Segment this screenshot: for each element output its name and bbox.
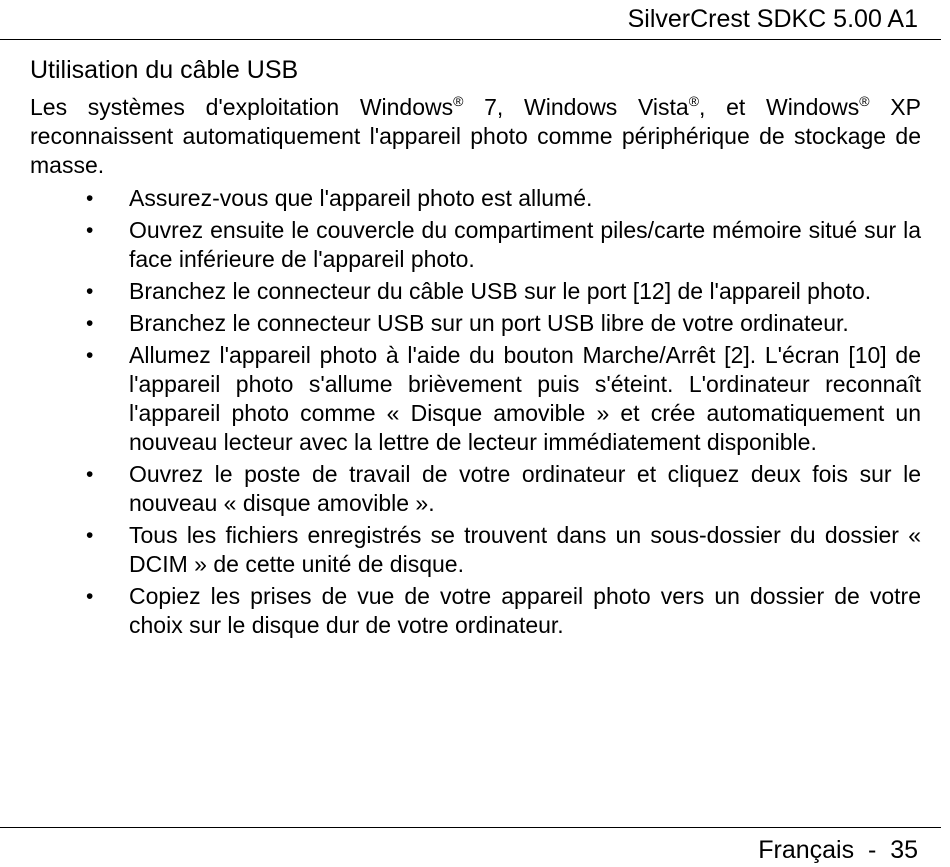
intro-text-4: XP reconnaissent automatiquement l'appareil photo comme périphérique de stockage de masse. xyxy=(30,94,921,178)
list-item xyxy=(30,216,921,274)
header-title: SilverCrest SDKC 5.00 A1 xyxy=(627,5,918,33)
list-item-text: Assurez-vous que l'appareil photo est allumé. xyxy=(129,185,593,211)
page-number: Français - 35 xyxy=(758,836,918,864)
bullet-icon: • xyxy=(86,187,94,210)
bullet-icon: • xyxy=(86,312,94,335)
header-divider xyxy=(0,39,941,40)
list-item-text: Allumez l'appareil photo à l'aide du bouton Marche/Arrêt [2]. L'écran [10] de l'appareil photo s'allume brièvement puis s'éteint. L'ordinateur reconnaît l'appareil photo comme « Disque amovible » et crée automatiquement un nouveau lecteur avec la lettre de lecteur immédiatement disponible. xyxy=(129,342,921,455)
intro-paragraph xyxy=(30,93,921,180)
section-title: Utilisation du câble USB xyxy=(30,56,299,84)
list-item xyxy=(30,309,921,338)
bullet-icon: • xyxy=(86,344,94,367)
instruction-list xyxy=(30,184,921,640)
registered-mark: ® xyxy=(453,93,464,109)
registered-mark: ® xyxy=(859,93,870,109)
list-item xyxy=(30,184,921,213)
list-item-text: Branchez le connecteur USB sur un port USB libre de votre ordinateur. xyxy=(129,310,849,336)
intro-text-1: Les systèmes d'exploitation Windows xyxy=(30,94,454,120)
bullet-icon: • xyxy=(86,585,94,608)
list-item xyxy=(30,582,921,640)
list-item xyxy=(30,341,921,457)
list-item-text: Tous les fichiers enregistrés se trouvent dans un sous-dossier du dossier « DCIM » de cette unité de disque. xyxy=(129,522,921,577)
list-item-text: Copiez les prises de vue de votre appareil photo vers un dossier de votre choix sur le disque dur de votre ordinateur. xyxy=(129,583,921,638)
list-item xyxy=(30,521,921,579)
list-item xyxy=(30,277,921,306)
page-content xyxy=(30,93,921,643)
bullet-icon: • xyxy=(86,463,94,486)
bullet-icon: • xyxy=(86,219,94,242)
list-item xyxy=(30,460,921,518)
registered-mark: ® xyxy=(688,93,700,109)
list-item-text: Ouvrez ensuite le couvercle du compartiment piles/carte mémoire situé sur la face inférieure de l'appareil photo. xyxy=(129,217,921,272)
footer-divider xyxy=(0,827,941,828)
list-item-text: Ouvrez le poste de travail de votre ordinateur et cliquez deux fois sur le nouveau « disque amovible ». xyxy=(129,461,921,516)
intro-text-2: 7, Windows Vista xyxy=(463,94,689,120)
bullet-icon: • xyxy=(86,280,94,303)
list-item-text: Branchez le connecteur du câble USB sur le port [12] de l'appareil photo. xyxy=(129,278,872,304)
bullet-icon: • xyxy=(86,524,94,547)
intro-text-3: , et Windows xyxy=(699,94,860,120)
